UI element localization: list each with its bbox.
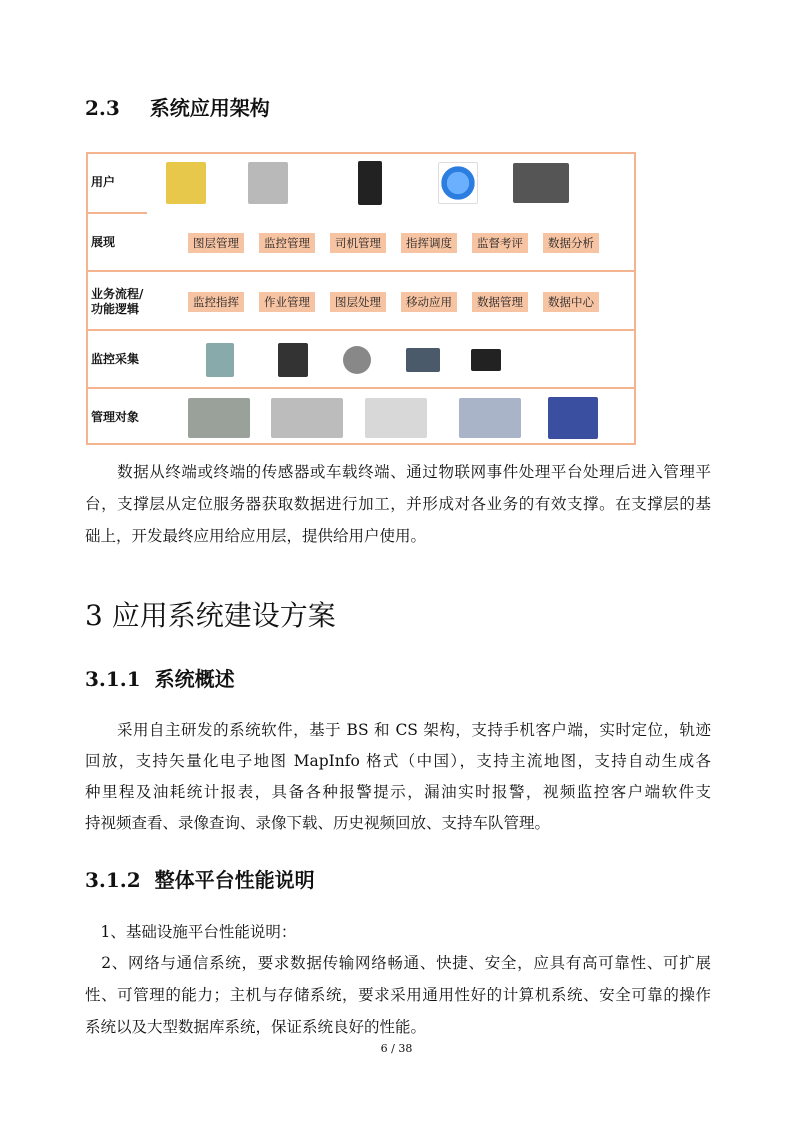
- paragraph-line: 2、网络与通信系统，要求数据传输网络畅通、快捷、安全，应具有高可靠性、可扩展: [85, 954, 711, 972]
- function-tag: 作业管理: [259, 292, 315, 312]
- garbage-truck-icon: [548, 397, 598, 439]
- diagram-row: [88, 270, 634, 329]
- paragraph-line: 数据从终端或终端的传感器或车载终端、通过物联网事件处理平台处理后进入管理平: [85, 463, 711, 481]
- section-heading-2-3: [85, 92, 270, 121]
- smartphone-icon: [358, 161, 382, 205]
- chapter-heading-3: [85, 594, 336, 634]
- paragraph-line: 系统以及大型数据库系统，保证系统良好的性能。: [85, 1018, 427, 1036]
- section-title: 系统应用架构: [149, 96, 270, 120]
- diagram-row: [88, 329, 634, 387]
- sweeper-van-icon: [271, 398, 343, 438]
- diagram-row: [88, 387, 634, 445]
- tablet-icon: [248, 162, 288, 204]
- paragraph-line: 性、可管理的能力；主机与存储系统，要求采用通用性好的计算机系统、安全可靠的操作: [85, 986, 711, 1004]
- function-tag: 监控管理: [259, 233, 315, 253]
- function-tag: 移动应用: [401, 292, 457, 312]
- section-number: 3.1.2: [85, 868, 141, 892]
- section-title: 系统概述: [154, 667, 235, 691]
- row-label: 监控采集: [91, 352, 140, 366]
- architecture-diagram: [86, 152, 636, 445]
- function-tag: 指挥调度: [401, 233, 457, 253]
- sprinkler-truck-icon: [188, 398, 250, 438]
- section-heading-3-1-1: [85, 663, 235, 692]
- dvr-device-icon: [406, 348, 440, 372]
- gps-terminal-icon: [471, 349, 501, 371]
- microphone-icon: [278, 343, 308, 377]
- function-tag: 司机管理: [330, 233, 386, 253]
- dome-camera-icon: [343, 346, 371, 374]
- paragraph-line: 1、基础设施平台性能说明：: [85, 923, 297, 941]
- cleaning-truck-icon: [459, 398, 521, 438]
- function-tag: 数据中心: [543, 292, 599, 312]
- section-title: 整体平台性能说明: [154, 868, 315, 892]
- page-number: 6 / 38: [380, 1042, 413, 1055]
- chapter-number: 3: [85, 599, 103, 632]
- paragraph-line: 台，支撑层从定位服务器获取数据进行加工，并形成对各业务的有效支撑。在支撑层的基: [85, 495, 711, 513]
- control-room-icon: [513, 163, 569, 203]
- section-heading-3-1-2: [85, 864, 315, 893]
- row-label: 业务流程/ 功能逻辑: [91, 286, 144, 316]
- function-tag: 图层管理: [188, 233, 244, 253]
- function-tag: 图层处理: [330, 292, 386, 312]
- section-number: 2.3: [85, 96, 120, 120]
- fuel-sensor-icon: [206, 343, 234, 377]
- function-tag: 监督考评: [472, 233, 528, 253]
- paragraph-line: 种里程及油耗统计报表，具备各种报警提示，漏油实时报警，视频监控客户端软件支: [85, 783, 711, 801]
- function-tag: 监控指挥: [188, 292, 244, 312]
- paragraph-line: 回放，支持矢量化电子地图 MapInfo 格式（中国），支持主流地图，支持自动生成各: [85, 752, 711, 770]
- sweeper-truck-icon: [365, 398, 427, 438]
- paragraph-line: 础上，开发最终应用给应用层，提供给用户使用。: [85, 527, 427, 545]
- row-label: 管理对象: [91, 410, 140, 424]
- diagram-row: [88, 212, 634, 270]
- diagram-row: [88, 154, 634, 212]
- ie-browser-icon: [438, 162, 478, 204]
- row-label: 用户: [91, 175, 116, 189]
- function-tag: 数据分析: [543, 233, 599, 253]
- chapter-title: 应用系统建设方案: [111, 599, 336, 632]
- section-number: 3.1.1: [85, 667, 141, 691]
- manager-user-icon: [166, 162, 206, 204]
- paragraph-line: 采用自主研发的系统软件，基于 BS 和 CS 架构，支持手机客户端，实时定位，轨迹: [85, 721, 711, 739]
- paragraph-line: 持视频查看、录像查询、录像下载、历史视频回放、支持车队管理。: [85, 814, 551, 832]
- function-tag: 数据管理: [472, 292, 528, 312]
- row-label: 展现: [91, 235, 116, 249]
